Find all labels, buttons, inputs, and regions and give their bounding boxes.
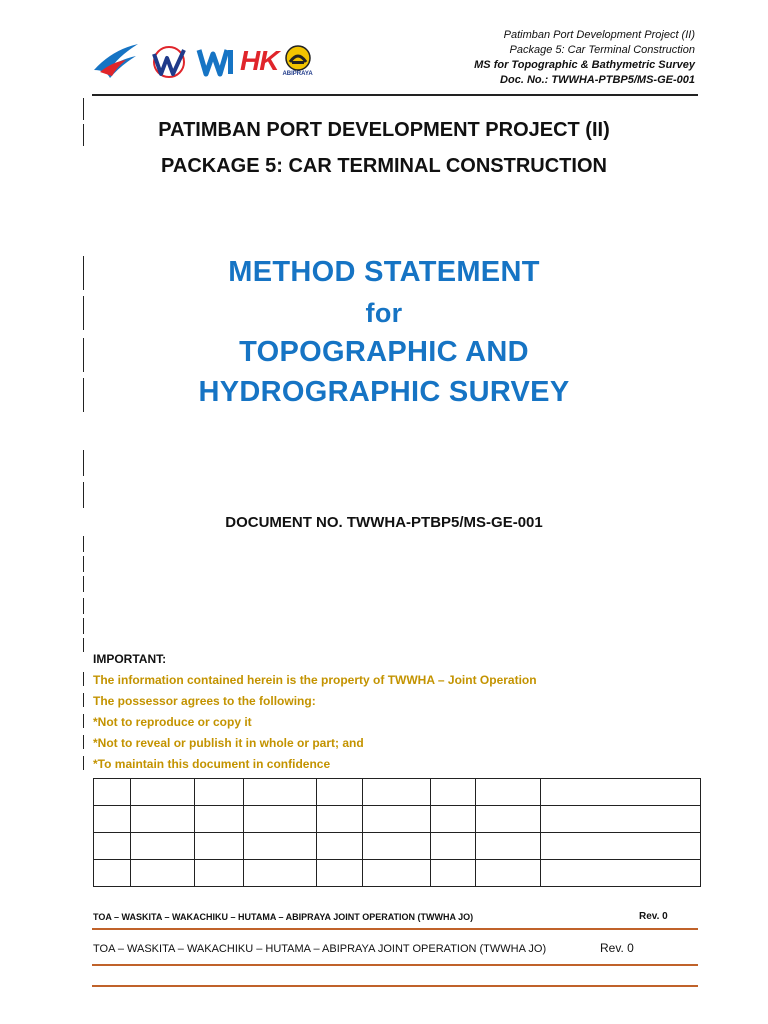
method-statement-subject-2: HYDROGRAPHIC SURVEY [198, 376, 570, 408]
inner-footer-text: TOA – WASKITA – WAKACHIKU – HUTAMA – ABIPRAYA JOINT OPERATION (TWWHA JO) [93, 912, 474, 922]
table-row [94, 806, 701, 833]
change-bar [83, 450, 84, 476]
header-rule [92, 94, 698, 96]
important-line: The information contained herein is the property of TWWHA – Joint Operation [93, 673, 537, 687]
method-statement-title: METHOD STATEMENT [228, 256, 540, 288]
method-statement-for: for [365, 298, 403, 328]
hutama-karya-logo: HK [240, 45, 279, 76]
method-statement-subject-1: TOPOGRAPHIC AND [239, 336, 529, 368]
change-bar [83, 693, 84, 707]
wakachiku-logo [196, 40, 236, 82]
inner-footer-rev: Rev. 0 [639, 911, 668, 922]
change-bar [83, 714, 84, 728]
outer-footer-rule-bottom [92, 985, 698, 987]
change-bar [83, 735, 84, 749]
table-row [94, 833, 701, 860]
important-heading: IMPORTANT: [93, 652, 167, 666]
change-bar [83, 556, 84, 572]
change-bar [83, 576, 84, 592]
header-ms-title: MS for Topographic & Bathymetric Survey [474, 59, 695, 71]
change-bar [83, 756, 84, 770]
toa-bird-logo [92, 40, 142, 82]
header-package: Package 5: Car Terminal Construction [509, 44, 695, 56]
abipraya-logo: ABIPRAYA [282, 40, 312, 82]
company-logos [92, 40, 313, 82]
waskita-logo [146, 40, 192, 82]
important-line: *Not to reproduce or copy it [93, 715, 252, 729]
document-number: DOCUMENT NO. TWWHA-PTBP5/MS-GE-001 [225, 514, 543, 531]
header-doc-no: Doc. No.: TWWHA-PTBP5/MS-GE-001 [500, 74, 695, 86]
change-bar [83, 618, 84, 634]
header-project: Patimban Port Development Project (II) [503, 29, 695, 41]
project-title: PATIMBAN PORT DEVELOPMENT PROJECT (II) [158, 119, 610, 141]
change-bar [83, 672, 84, 686]
change-bar [83, 638, 84, 652]
revision-table [93, 778, 701, 887]
change-bar [83, 598, 84, 614]
table-row [94, 779, 701, 806]
table-row [94, 860, 701, 887]
page-header [375, 28, 695, 88]
important-line: *To maintain this document in confidence [93, 757, 331, 771]
change-bar [83, 482, 84, 508]
important-line: *Not to reveal or publish it in whole or part; and [93, 736, 364, 750]
important-line: The possessor agrees to the following: [93, 694, 316, 708]
outer-footer-rule [92, 964, 698, 966]
package-title: PACKAGE 5: CAR TERMINAL CONSTRUCTION [161, 155, 607, 177]
inner-footer-rule [92, 928, 698, 930]
outer-footer-rev: Rev. 0 [600, 941, 634, 955]
change-bar [83, 536, 84, 552]
change-bar [83, 98, 84, 120]
outer-footer-text: TOA – WASKITA – WAKACHIKU – HUTAMA – ABIPRAYA JOINT OPERATION (TWWHA JO) [93, 943, 547, 955]
